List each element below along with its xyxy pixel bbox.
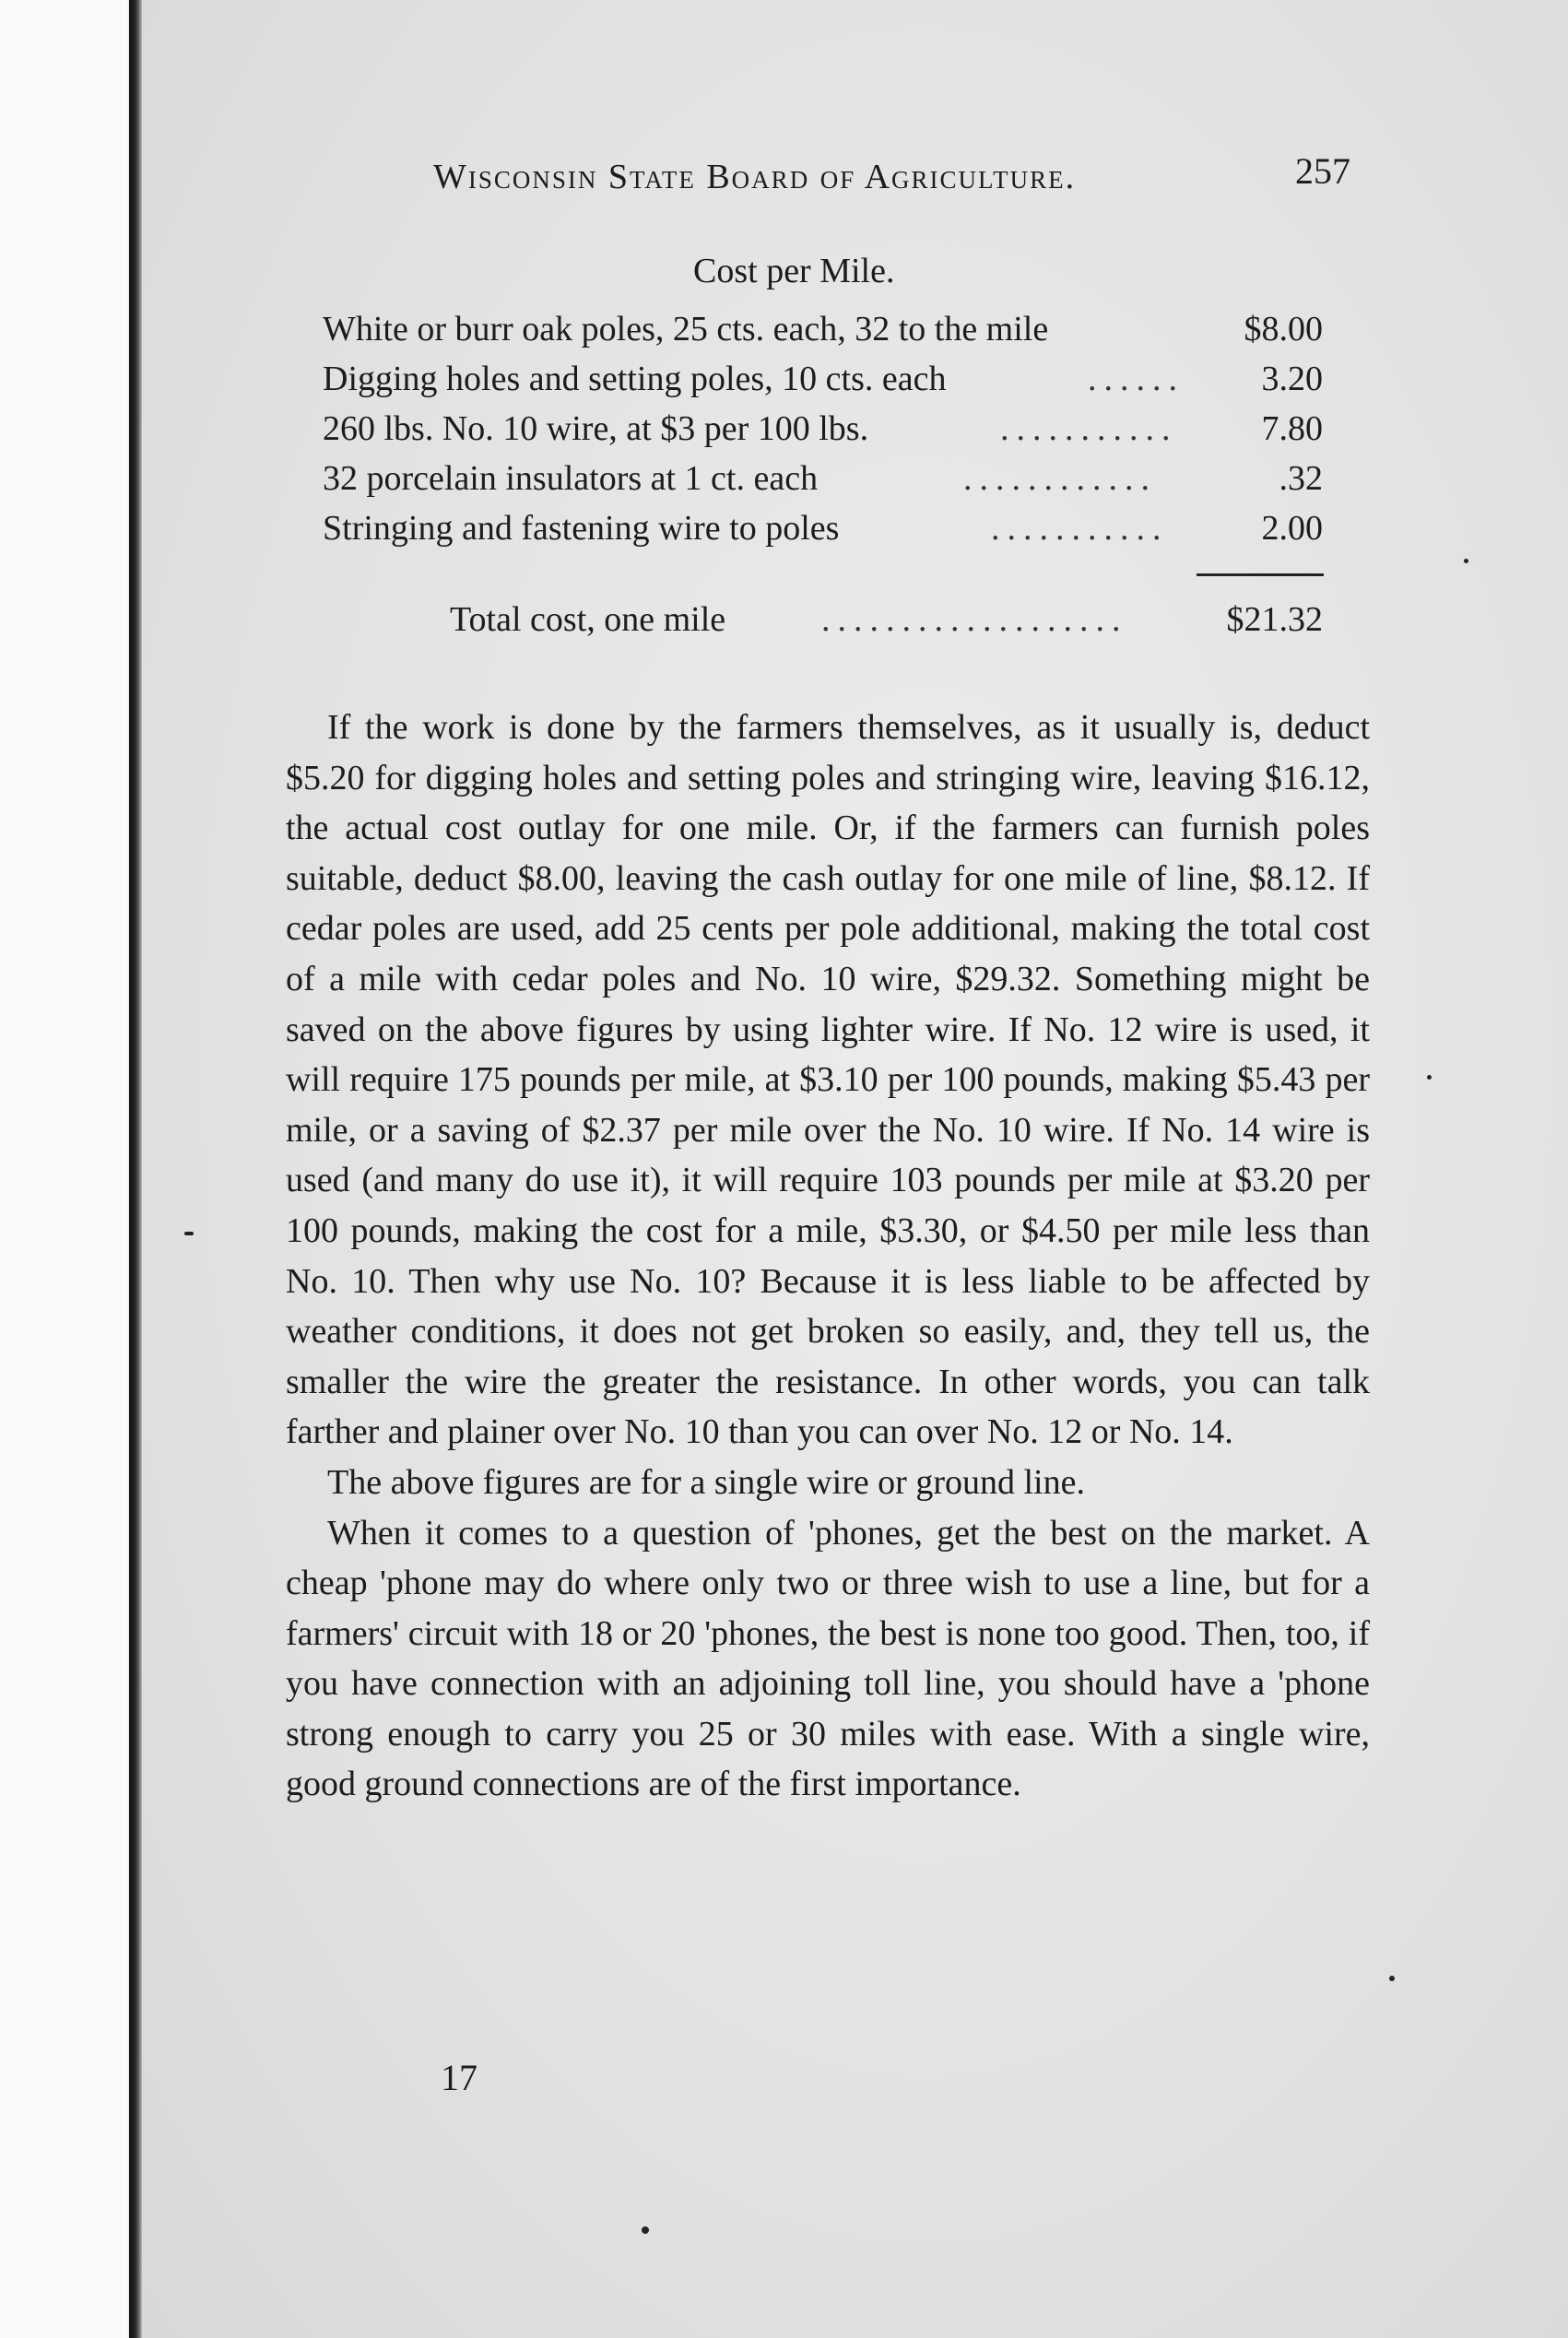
total-amount: $21.32: [1226, 600, 1323, 639]
cost-row: [323, 309, 1323, 359]
cost-row: [323, 359, 1323, 408]
dot-leader: ...................: [821, 600, 1128, 639]
cost-item: 32 porcelain insulators at 1 ct. each: [323, 459, 819, 498]
cost-amount: 2.00: [1261, 509, 1323, 548]
signature-number: 17: [441, 2057, 477, 2098]
total-label: Total cost, one mile: [450, 600, 726, 639]
cost-amount: .32: [1279, 459, 1323, 498]
cost-item: Digging holes and setting poles, 10 cts. each: [323, 360, 947, 398]
cost-amount: 7.80: [1261, 409, 1323, 448]
cost-row: [323, 408, 1323, 458]
body-text: [286, 703, 1370, 1810]
ink-speck: [642, 2226, 649, 2234]
dot-leader: ...........: [1000, 409, 1178, 448]
dot-leader: ...........: [991, 509, 1169, 548]
cost-item: 260 lbs. No. 10 wire, at $3 per 100 lbs.: [323, 409, 869, 448]
cost-item: Stringing and fastening wire to poles: [323, 509, 840, 548]
book-spine: [129, 0, 142, 2338]
cost-table-title: Cost per Mile.: [693, 252, 895, 290]
running-header: Wisconsin State Board of Agriculture.: [433, 158, 1077, 196]
cost-amount: $8.00: [1244, 310, 1323, 348]
scan-margin: [0, 0, 129, 2338]
paragraph: When it comes to a question of 'phones, get the best on the market. A cheap 'phone may do where only two or three wish to use a line, but for a farmers' circuit with 18 or 20 'phones, the best is none too good. Then, too, if you have connection with an adjoining toll line, you should have a 'phone strong enough to carry you 25 or 30 miles with ease. With a single wire, good ground connections are of the first importance.: [286, 1513, 1370, 1804]
cost-amount: 3.20: [1261, 360, 1323, 398]
total-row: [450, 599, 1323, 649]
dot-leader: ............: [963, 459, 1157, 498]
ink-speck: [1464, 559, 1468, 563]
cost-item: White or burr oak poles, 25 cts. each, 32 to the mile: [323, 310, 1049, 348]
ink-speck: [1389, 1976, 1395, 1981]
ink-speck: [1427, 1075, 1432, 1080]
paragraph: The above figures are for a single wire or ground line.: [327, 1462, 1085, 1502]
page-number: 257: [1295, 150, 1350, 192]
paragraph: If the work is done by the farmers themselves, as it usually is, deduct $5.20 for digging holes and setting poles and stringing wire, leaving $16.12, the actual cost outlay for one mile. Or, if the farmers can furnish poles suitable, deduct $8.00, leaving the cash outlay for one mile of line, $8.12. If cedar poles are used, add 25 cents per pole additional, making the total cost of a mile with cedar poles and No. 10 wire, $29.32. Something might be saved on the above figures by using lighter wire. If No. 12 wire is used, it will require 175 pounds per mile, at $3.10 per 100 pounds, making $5.43 per mile, or a saving of $2.37 per mile over the No. 10 wire. If No. 14 wire is used (and many do use it), it will require 103 pounds per mile at $3.20 per 100 pounds, making the cost for a mile, $3.30, or $4.50 per mile less than No. 10. Then why use No. 10? Because it is less liable to be affected by weather conditions, it does not get broken so easily, and, they tell us, the smaller the wire the greater the resistance. In other words, you can talk farther and plainer over No. 10 than you can over No. 12 or No. 14.: [286, 708, 1370, 1452]
sum-rule: [1197, 573, 1324, 576]
cost-row: [323, 508, 1323, 558]
ink-speck: [184, 1232, 194, 1235]
cost-row: [323, 458, 1323, 508]
cost-table: [323, 309, 1323, 558]
dot-leader: ......: [1088, 360, 1185, 398]
